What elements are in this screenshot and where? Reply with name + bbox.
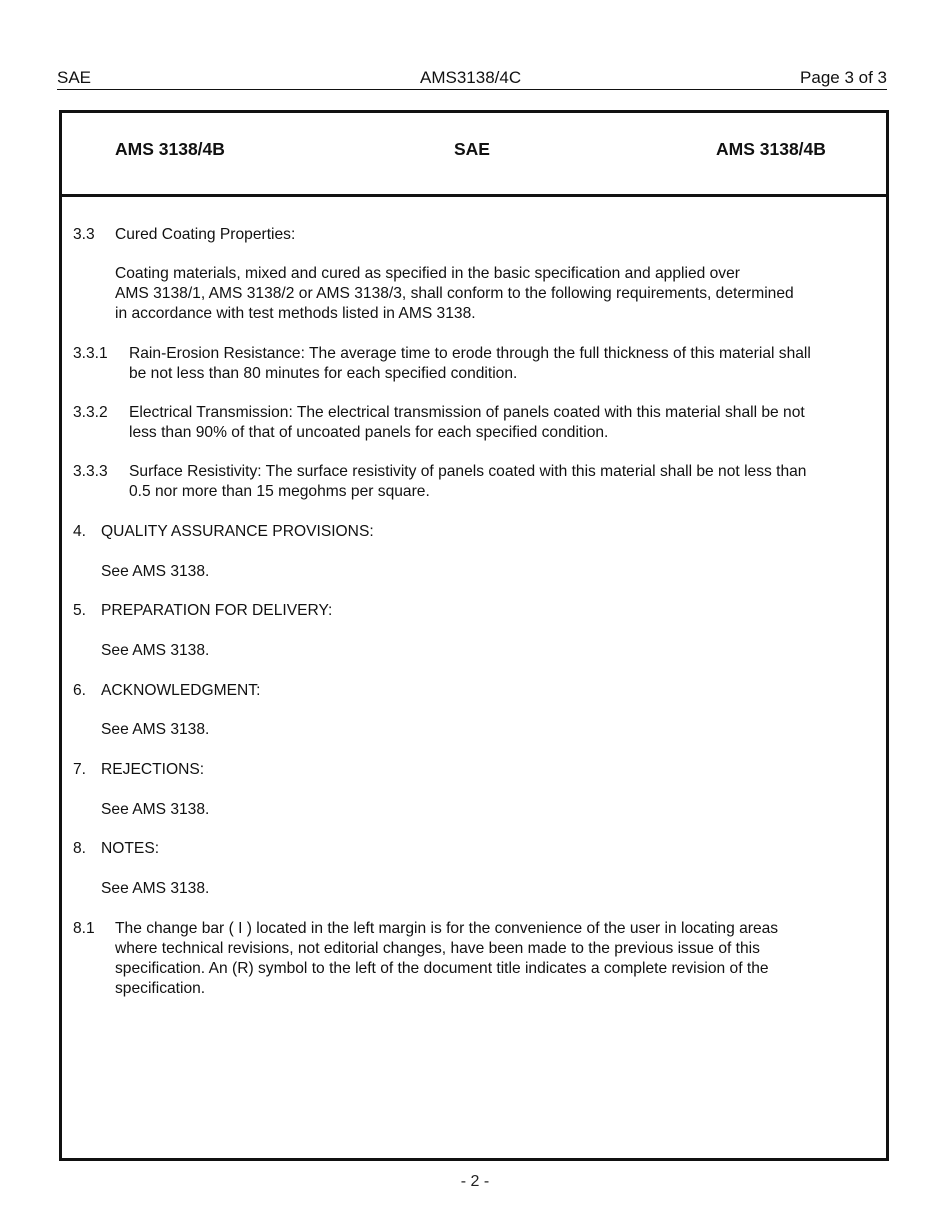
section-number: 3.3.3: [73, 463, 108, 480]
paragraph-line: specification.: [115, 980, 206, 997]
section-heading: Cured Coating Properties:: [115, 226, 296, 243]
section-number: 3.3.2: [73, 404, 108, 421]
frame-header-center: SAE: [454, 139, 490, 159]
running-header-left: SAE: [57, 68, 92, 87]
paragraph-line: in accordance with test methods listed in AMS 3138.: [115, 305, 476, 322]
section-3-3-paragraph: [115, 264, 885, 324]
section-heading: ACKNOWLEDGMENT:: [101, 682, 261, 699]
page-number: - 2 -: [460, 1173, 490, 1190]
section-number: 3.3.1: [73, 345, 108, 362]
paragraph-line: less than 90% of that of uncoated panels for each specified condition.: [129, 424, 609, 441]
paragraph-line: 0.5 nor more than 15 megohms per square.: [129, 483, 430, 500]
section-4-body: See AMS 3138.: [101, 563, 210, 580]
running-header-document-number: AMS3138/4C: [420, 68, 522, 87]
frame-header: [62, 113, 886, 197]
frame-header-right: AMS 3138/4B: [716, 139, 826, 159]
paragraph-line: The change bar ( I ) located in the left margin is for the convenience of the user in locating areas: [115, 920, 779, 937]
paragraph-line: where technical revisions, not editorial changes, have been made to the previous issue of this: [115, 940, 760, 957]
section-number: 5.: [73, 602, 87, 619]
paragraph-line: be not less than 80 minutes for each specified condition.: [129, 365, 518, 382]
section-number: 8.1: [73, 920, 95, 937]
section-heading: REJECTIONS:: [101, 761, 205, 778]
section-heading: PREPARATION FOR DELIVERY:: [101, 602, 333, 619]
section-heading: QUALITY ASSURANCE PROVISIONS:: [101, 523, 374, 540]
page-frame: [59, 110, 889, 1161]
section-7-body: See AMS 3138.: [101, 801, 210, 818]
section-number: 6.: [73, 682, 87, 699]
frame-header-left: AMS 3138/4B: [115, 139, 225, 159]
paragraph-line: AMS 3138/1, AMS 3138/2 or AMS 3138/3, shall conform to the following requirements, determined: [115, 285, 794, 302]
paragraph-line: Electrical Transmission: The electrical transmission of panels coated with this material shall be not: [129, 404, 805, 421]
paragraph-line: Coating materials, mixed and cured as specified in the basic specification and applied over: [115, 265, 740, 282]
paragraph-line: Surface Resistivity: The surface resistivity of panels coated with this material shall be not less than: [129, 463, 807, 480]
running-header-page-indicator: Page 3 of 3: [800, 68, 887, 87]
section-6-body: See AMS 3138.: [101, 721, 210, 738]
section-heading: NOTES:: [101, 840, 160, 857]
section-number: 8.: [73, 840, 87, 857]
section-8-body: See AMS 3138.: [101, 880, 210, 897]
paragraph-line: specification. An (R) symbol to the left of the document title indicates a complete revision of the: [115, 960, 769, 977]
section-5-body: See AMS 3138.: [101, 642, 210, 659]
section-number: 3.3: [73, 226, 95, 243]
paragraph-line: Rain-Erosion Resistance: The average time to erode through the full thickness of this material shall: [129, 345, 811, 362]
section-number: 4.: [73, 523, 87, 540]
running-header: [57, 68, 887, 90]
section-number: 7.: [73, 761, 87, 778]
